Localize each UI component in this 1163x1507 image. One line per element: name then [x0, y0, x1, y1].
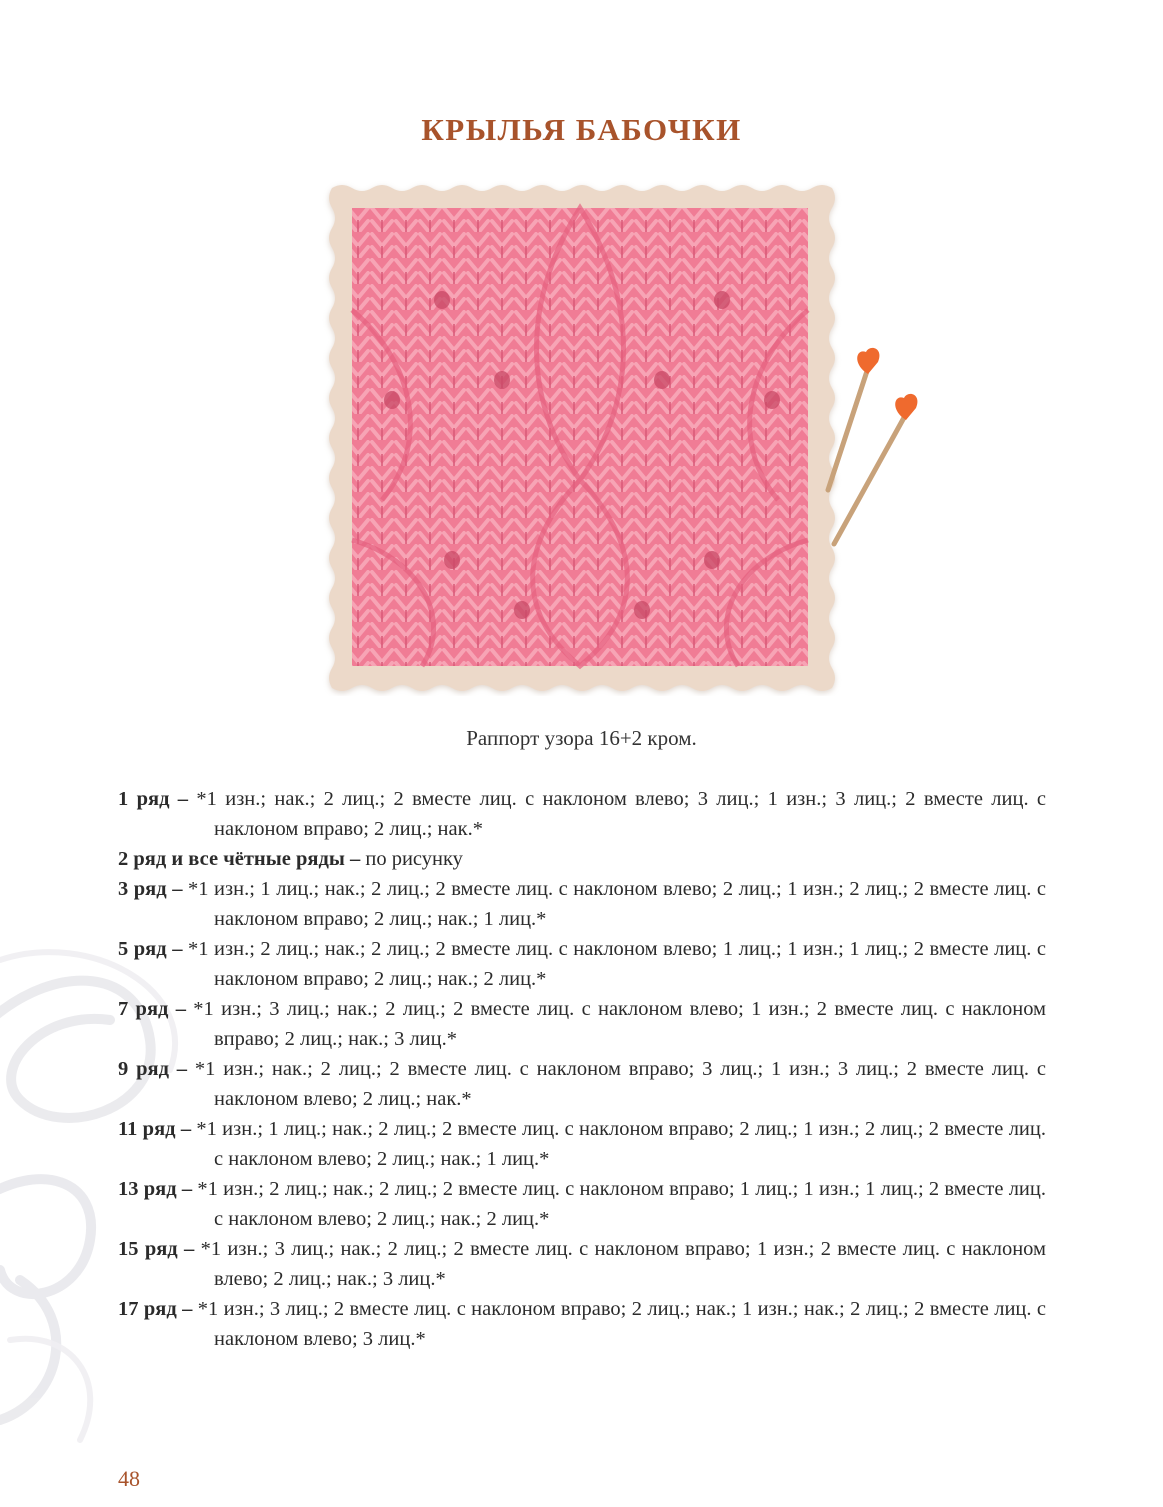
- instruction-row: 17 ряд – *1 изн.; 3 лиц.; 2 вместе лиц. с наклоном вправо; 2 лиц.; нак.; 1 изн.; нак.; 2 лиц.; 2 вместе лиц. с наклоном влево; 3 лиц.*: [118, 1298, 1046, 1350]
- row-text: *1 изн.; нак.; 2 лиц.; 2 вместе лиц. с наклоном вправо; 3 лиц.; 1 изн.; 3 лиц.; 2 вместе лиц. с наклоном влево; 2 лиц.; нак.*: [194, 1058, 1046, 1110]
- row-text: *1 изн.; 2 лиц.; нак.; 2 лиц.; 2 вместе лиц. с наклоном влево; 1 лиц.; 1 изн.; 1 лиц.; 2 вместе лиц. с наклоном вправо; 2 лиц.; нак.; 2 лиц.*: [188, 938, 1047, 990]
- pattern-instructions: [118, 784, 1046, 1354]
- instruction-row: 2 ряд и все чётные ряды – по рисунку: [118, 848, 463, 870]
- row-text: *1 изн.; 3 лиц.; нак.; 2 лиц.; 2 вместе лиц. с наклоном влево; 1 изн.; 2 вместе лиц. с наклоном вправо; 2 лиц.; нак.; 3 лиц.*: [193, 998, 1047, 1050]
- row-text: *1 изн.; 1 лиц.; нак.; 2 лиц.; 2 вместе лиц. с наклоном вправо; 2 лиц.; 1 изн.; 2 лиц.; 2 вместе лиц. с наклоном влево; 2 лиц.; нак.; 1 лиц.*: [196, 1118, 1046, 1170]
- instruction-row: 11 ряд – *1 изн.; 1 лиц.; нак.; 2 лиц.; 2 вместе лиц. с наклоном вправо; 2 лиц.; 1 изн.; 2 лиц.; 2 вместе лиц. с наклоном влево; 2 лиц.; нак.; 1 лиц.*: [118, 1118, 1046, 1170]
- instruction-row: 3 ряд – *1 изн.; 1 лиц.; нак.; 2 лиц.; 2 вместе лиц. с наклоном влево; 2 лиц.; 1 изн.; 2 лиц.; 2 вместе лиц. с наклоном вправо; 2 лиц.; нак.; 1 лиц.*: [118, 878, 1047, 930]
- row-label: 11 ряд: [118, 1118, 176, 1140]
- row-text: по рисунку: [365, 848, 463, 870]
- row-label: 3 ряд: [118, 878, 167, 900]
- row-label: 7 ряд: [118, 998, 169, 1020]
- row-label: 5 ряд: [118, 938, 167, 960]
- page-title: КРЫЛЬЯ БАБОЧКИ: [421, 112, 742, 147]
- row-text: *1 изн.; 3 лиц.; нак.; 2 лиц.; 2 вместе лиц. с наклоном вправо; 1 изн.; 2 вместе лиц. с наклоном влево; 2 лиц.; нак.; 3 лиц.*: [200, 1238, 1047, 1290]
- instruction-row: 1 ряд – *1 изн.; нак.; 2 лиц.; 2 вместе лиц. с наклоном влево; 3 лиц.; 1 изн.; 3 лиц.; 2 вместе лиц. с наклоном вправо; 2 лиц.; нак.*: [118, 788, 1047, 840]
- row-text: *1 изн.; 1 лиц.; нак.; 2 лиц.; 2 вместе лиц. с наклоном влево; 2 лиц.; 1 изн.; 2 лиц.; 2 вместе лиц. с наклоном вправо; 2 лиц.; нак.; 1 лиц.*: [188, 878, 1047, 930]
- row-text: *1 изн.; 2 лиц.; нак.; 2 лиц.; 2 вместе лиц. с наклоном вправо; 1 лиц.; 1 изн.; 1 лиц.; 2 вместе лиц. с наклоном влево; 2 лиц.; нак.; 2 лиц.*: [197, 1178, 1046, 1230]
- row-label: 15 ряд: [118, 1238, 178, 1260]
- row-label: 2 ряд и все чётные ряды: [118, 848, 345, 870]
- row-text: *1 изн.; 3 лиц.; 2 вместе лиц. с наклоном вправо; 2 лиц.; нак.; 1 изн.; нак.; 2 лиц.; 2 вместе лиц. с наклоном влево; 3 лиц.*: [197, 1298, 1046, 1350]
- knitting-sample-photo: [322, 180, 842, 696]
- row-label: 1 ряд: [118, 788, 170, 810]
- instruction-row: 7 ряд – *1 изн.; 3 лиц.; нак.; 2 лиц.; 2 вместе лиц. с наклоном влево; 1 изн.; 2 вместе лиц. с наклоном вправо; 2 лиц.; нак.; 3 лиц.*: [118, 998, 1047, 1050]
- pattern-repeat-caption: Раппорт узора 16+2 кром.: [466, 726, 697, 750]
- row-label: 17 ряд: [118, 1298, 177, 1320]
- row-text: *1 изн.; нак.; 2 лиц.; 2 вместе лиц. с наклоном влево; 3 лиц.; 1 изн.; 3 лиц.; 2 вместе лиц. с наклоном вправо; 2 лиц.; нак.*: [196, 788, 1047, 840]
- instruction-row: 5 ряд – *1 изн.; 2 лиц.; нак.; 2 лиц.; 2 вместе лиц. с наклоном влево; 1 лиц.; 1 изн.; 1 лиц.; 2 вместе лиц. с наклоном вправо; 2 лиц.; нак.; 2 лиц.*: [118, 938, 1047, 990]
- instruction-row: 15 ряд – *1 изн.; 3 лиц.; нак.; 2 лиц.; 2 вместе лиц. с наклоном вправо; 1 изн.; 2 вместе лиц. с наклоном влево; 2 лиц.; нак.; 3 лиц.*: [118, 1238, 1047, 1290]
- instruction-row: 13 ряд – *1 изн.; 2 лиц.; нак.; 2 лиц.; 2 вместе лиц. с наклоном вправо; 1 лиц.; 1 изн.; 1 лиц.; 2 вместе лиц. с наклоном влево; 2 лиц.; нак.; 2 лиц.*: [118, 1178, 1046, 1230]
- row-label: 9 ряд: [118, 1058, 169, 1080]
- instruction-row: 9 ряд – *1 изн.; нак.; 2 лиц.; 2 вместе лиц. с наклоном вправо; 3 лиц.; 1 изн.; 3 лиц.; 2 вместе лиц. с наклоном влево; 2 лиц.; нак.*: [118, 1058, 1046, 1110]
- page-number: 48: [118, 1466, 140, 1491]
- knitting-needles-icon: [822, 340, 942, 560]
- row-label: 13 ряд: [118, 1178, 177, 1200]
